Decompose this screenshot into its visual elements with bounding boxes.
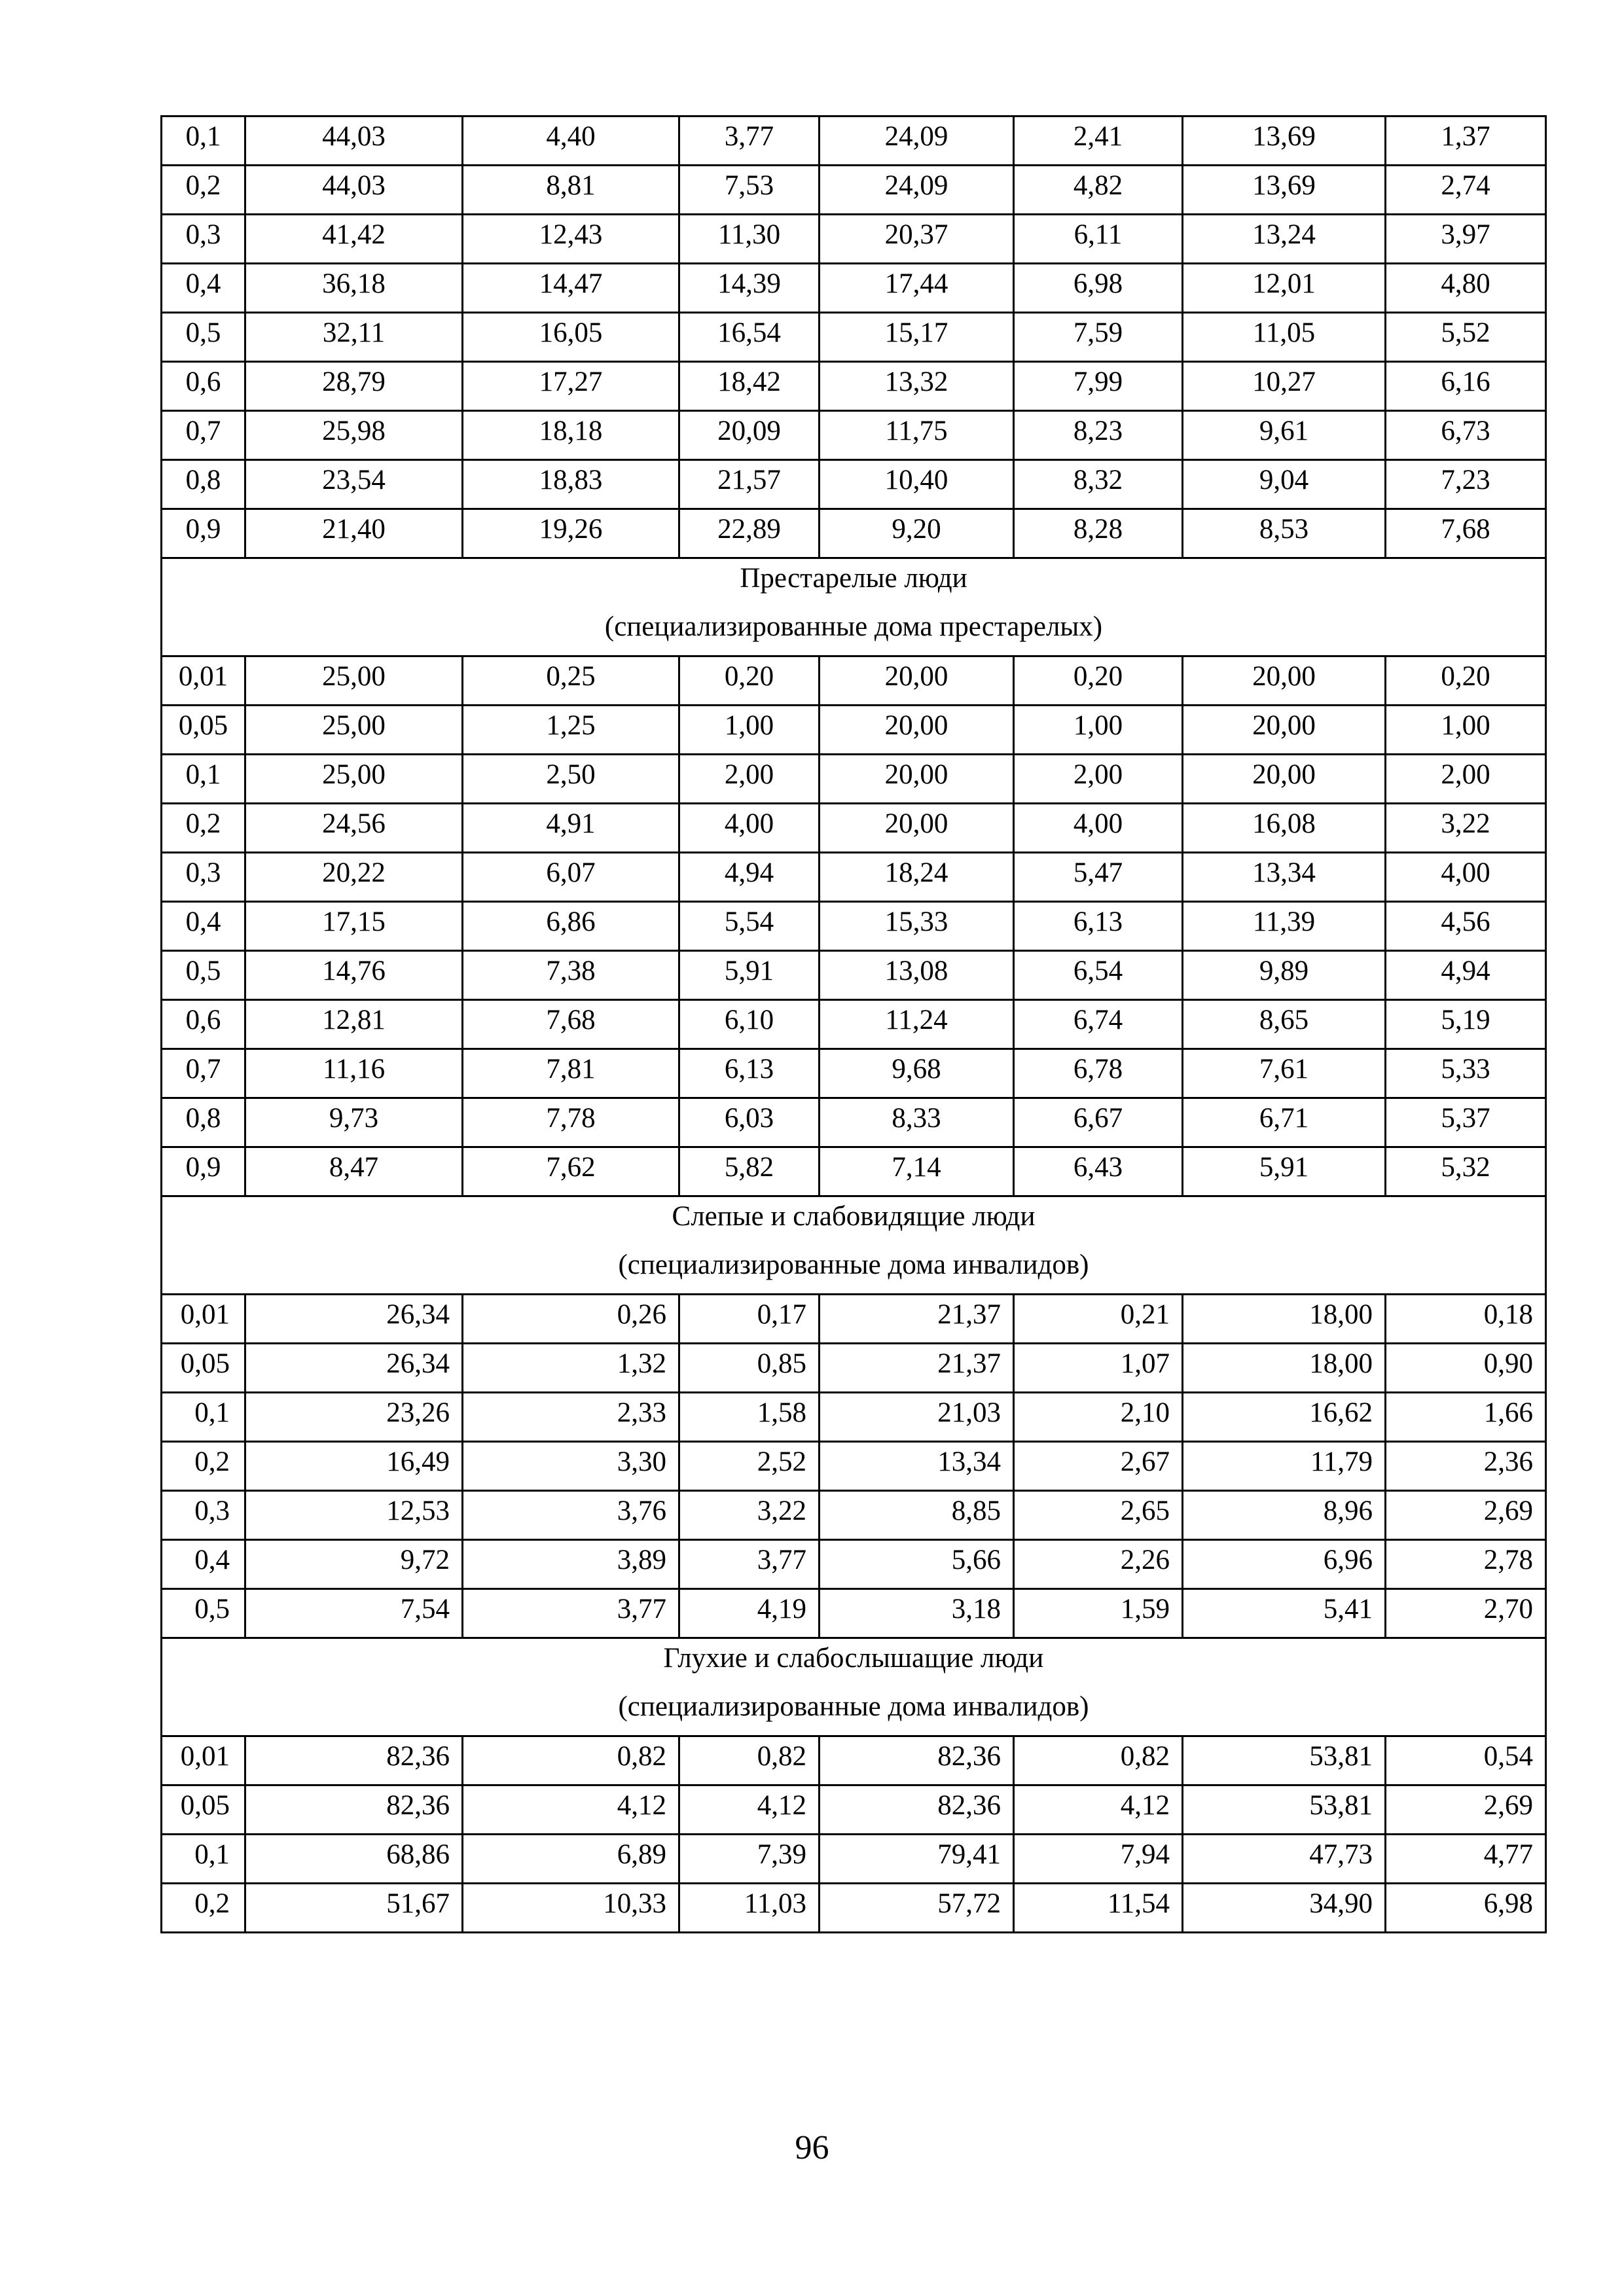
table-cell: 82,36 [245,1785,463,1835]
row-key-cell: 0,1 [162,755,245,804]
table-cell: 3,89 [463,1540,679,1589]
table-cell: 4,00 [1014,804,1183,853]
row-key-cell: 0,1 [162,1393,245,1442]
table-cell: 2,00 [1014,755,1183,804]
table-cell: 21,37 [820,1295,1014,1344]
table-cell: 14,47 [463,264,679,313]
table-cell: 0,54 [1386,1736,1546,1785]
table-cell: 28,79 [245,362,463,411]
table-cell: 21,40 [245,509,463,558]
row-key-cell: 0,3 [162,853,245,902]
table-cell: 6,71 [1183,1098,1386,1147]
table-cell: 20,00 [1183,656,1386,706]
table-cell: 21,03 [820,1393,1014,1442]
table-cell: 25,00 [245,656,463,706]
table-cell: 3,77 [679,1540,820,1589]
table-cell: 22,89 [679,509,820,558]
row-key-cell: 0,5 [162,1589,245,1638]
table-cell: 18,18 [463,411,679,460]
table-cell: 1,32 [463,1344,679,1393]
table-cell: 68,86 [245,1835,463,1884]
table-cell: 11,24 [820,1000,1014,1049]
section-caption: Престарелые люди [162,558,1546,607]
table-cell: 18,42 [679,362,820,411]
table-cell: 7,61 [1183,1049,1386,1098]
table-cell: 9,72 [245,1540,463,1589]
row-key-cell: 0,3 [162,215,245,264]
row-key-cell: 0,2 [162,1884,245,1933]
table-cell: 82,36 [820,1785,1014,1835]
table-cell: 7,53 [679,166,820,215]
section-caption: Слепые и слабовидящие люди [162,1196,1546,1246]
section-caption-row [162,607,1546,656]
section-caption-row [162,1196,1546,1246]
table-cell: 20,22 [245,853,463,902]
table-cell: 5,32 [1386,1147,1546,1196]
table-row [162,853,1546,902]
row-key-cell: 0,1 [162,1835,245,1884]
table-cell: 2,65 [1014,1491,1183,1540]
table-cell: 8,85 [820,1491,1014,1540]
table-cell: 24,09 [820,117,1014,166]
section-caption-row [162,1638,1546,1687]
table-cell: 14,76 [245,951,463,1000]
table-cell: 20,37 [820,215,1014,264]
table-cell: 13,32 [820,362,1014,411]
table-cell: 44,03 [245,117,463,166]
table-cell: 41,42 [245,215,463,264]
table-cell: 13,34 [1183,853,1386,902]
table-cell: 6,03 [679,1098,820,1147]
table-cell: 11,75 [820,411,1014,460]
table-row [162,1884,1546,1933]
row-key-cell: 0,5 [162,313,245,362]
row-key-cell: 0,7 [162,1049,245,1098]
row-key-cell: 0,2 [162,804,245,853]
table-cell: 2,70 [1386,1589,1546,1638]
table-row [162,951,1546,1000]
section-caption-row [162,1687,1546,1736]
table-cell: 53,81 [1183,1736,1386,1785]
table-cell: 47,73 [1183,1835,1386,1884]
table-cell: 34,90 [1183,1884,1386,1933]
table-cell: 4,19 [679,1589,820,1638]
row-key-cell: 0,7 [162,411,245,460]
table-cell: 14,39 [679,264,820,313]
table-cell: 5,47 [1014,853,1183,902]
table-cell: 4,00 [1386,853,1546,902]
table-cell: 53,81 [1183,1785,1386,1835]
table-cell: 6,73 [1386,411,1546,460]
table-cell: 6,11 [1014,215,1183,264]
table-cell: 16,05 [463,313,679,362]
table-cell: 11,30 [679,215,820,264]
table-cell: 17,27 [463,362,679,411]
table-row [162,509,1546,558]
table-cell: 11,03 [679,1884,820,1933]
table-cell: 4,56 [1386,902,1546,951]
table-cell: 1,25 [463,706,679,755]
table-cell: 4,82 [1014,166,1183,215]
table-cell: 7,39 [679,1835,820,1884]
table-row [162,755,1546,804]
row-key-cell: 0,05 [162,706,245,755]
table-cell: 5,66 [820,1540,1014,1589]
table-cell: 12,01 [1183,264,1386,313]
table-cell: 5,19 [1386,1000,1546,1049]
table-cell: 9,68 [820,1049,1014,1098]
row-key-cell: 0,4 [162,902,245,951]
table-cell: 7,59 [1014,313,1183,362]
row-key-cell: 0,9 [162,509,245,558]
table-cell: 7,38 [463,951,679,1000]
table-cell: 24,09 [820,166,1014,215]
table-cell: 16,49 [245,1442,463,1491]
table-cell: 12,81 [245,1000,463,1049]
data-table [160,115,1547,1933]
table-cell: 8,65 [1183,1000,1386,1049]
table-cell: 1,59 [1014,1589,1183,1638]
table-cell: 3,30 [463,1442,679,1491]
table-cell: 0,18 [1386,1295,1546,1344]
table-cell: 9,89 [1183,951,1386,1000]
row-key-cell: 0,6 [162,1000,245,1049]
table-cell: 4,40 [463,117,679,166]
table-cell: 2,52 [679,1442,820,1491]
table-cell: 2,69 [1386,1785,1546,1835]
row-key-cell: 0,01 [162,1736,245,1785]
table-cell: 51,67 [245,1884,463,1933]
table-cell: 17,15 [245,902,463,951]
table-cell: 13,69 [1183,166,1386,215]
table-cell: 4,91 [463,804,679,853]
table-cell: 3,77 [463,1589,679,1638]
table-cell: 13,08 [820,951,1014,1000]
table-cell: 18,24 [820,853,1014,902]
table-cell: 0,20 [1386,656,1546,706]
table-row [162,1295,1546,1344]
table-cell: 7,94 [1014,1835,1183,1884]
table-cell: 2,00 [679,755,820,804]
table-cell: 0,21 [1014,1295,1183,1344]
table-cell: 1,37 [1386,117,1546,166]
table-cell: 4,00 [679,804,820,853]
table-row [162,1049,1546,1098]
table-cell: 11,39 [1183,902,1386,951]
table-cell: 13,34 [820,1442,1014,1491]
table-cell: 13,69 [1183,117,1386,166]
table-row [162,117,1546,166]
table-cell: 21,37 [820,1344,1014,1393]
row-key-cell: 0,2 [162,1442,245,1491]
table-cell: 9,73 [245,1098,463,1147]
table-row [162,215,1546,264]
table-cell: 2,36 [1386,1442,1546,1491]
table-cell: 1,66 [1386,1393,1546,1442]
table-cell: 2,10 [1014,1393,1183,1442]
table-cell: 9,04 [1183,460,1386,509]
table-cell: 2,50 [463,755,679,804]
table-cell: 7,78 [463,1098,679,1147]
table-cell: 26,34 [245,1344,463,1393]
table-cell: 82,36 [820,1736,1014,1785]
table-cell: 9,20 [820,509,1014,558]
table-cell: 79,41 [820,1835,1014,1884]
table-cell: 25,00 [245,755,463,804]
table-cell: 6,13 [679,1049,820,1098]
row-key-cell: 0,2 [162,166,245,215]
table-cell: 11,05 [1183,313,1386,362]
table-cell: 15,33 [820,902,1014,951]
table-cell: 6,67 [1014,1098,1183,1147]
row-key-cell: 0,4 [162,264,245,313]
table-cell: 3,77 [679,117,820,166]
table-cell: 8,47 [245,1147,463,1196]
table-cell: 6,54 [1014,951,1183,1000]
row-key-cell: 0,1 [162,117,245,166]
row-key-cell: 0,01 [162,1295,245,1344]
table-cell: 0,20 [1014,656,1183,706]
section-caption: (специализированные дома инвалидов) [162,1246,1546,1295]
table-row [162,1147,1546,1196]
table-cell: 3,22 [1386,804,1546,853]
table-cell: 20,00 [1183,706,1386,755]
table-cell: 20,09 [679,411,820,460]
table-cell: 0,90 [1386,1344,1546,1393]
table-cell: 11,54 [1014,1884,1183,1933]
table-cell: 6,16 [1386,362,1546,411]
table-cell: 7,54 [245,1589,463,1638]
table-cell: 0,82 [1014,1736,1183,1785]
table-cell: 7,99 [1014,362,1183,411]
table-cell: 3,97 [1386,215,1546,264]
table-cell: 7,68 [1386,509,1546,558]
table-cell: 7,81 [463,1049,679,1098]
table-cell: 26,34 [245,1295,463,1344]
table-row [162,1000,1546,1049]
table-cell: 1,58 [679,1393,820,1442]
row-key-cell: 0,01 [162,656,245,706]
table-cell: 8,32 [1014,460,1183,509]
table-cell: 32,11 [245,313,463,362]
table-cell: 18,00 [1183,1344,1386,1393]
table-row [162,166,1546,215]
table-cell: 25,98 [245,411,463,460]
table-cell: 5,37 [1386,1098,1546,1147]
table-row [162,1540,1546,1589]
table-cell: 5,91 [679,951,820,1000]
table-cell: 18,83 [463,460,679,509]
table-row [162,1393,1546,1442]
table-cell: 0,17 [679,1295,820,1344]
table-cell: 4,80 [1386,264,1546,313]
table-row [162,1835,1546,1884]
table-cell: 8,81 [463,166,679,215]
table-cell: 10,40 [820,460,1014,509]
table-cell: 19,26 [463,509,679,558]
table-cell: 15,17 [820,313,1014,362]
row-key-cell: 0,9 [162,1147,245,1196]
table-cell: 21,57 [679,460,820,509]
table-cell: 10,27 [1183,362,1386,411]
table-cell: 25,00 [245,706,463,755]
table-cell: 6,07 [463,853,679,902]
table-cell: 6,10 [679,1000,820,1049]
table-cell: 11,79 [1183,1442,1386,1491]
table-cell: 82,36 [245,1736,463,1785]
row-key-cell: 0,05 [162,1785,245,1835]
table-cell: 3,22 [679,1491,820,1540]
table-cell: 36,18 [245,264,463,313]
table-cell: 6,74 [1014,1000,1183,1049]
table-row [162,264,1546,313]
row-key-cell: 0,8 [162,460,245,509]
row-key-cell: 0,05 [162,1344,245,1393]
table-cell: 20,00 [820,755,1014,804]
table-row [162,1589,1546,1638]
table-cell: 10,33 [463,1884,679,1933]
table-cell: 16,54 [679,313,820,362]
page-number: 96 [795,2129,829,2166]
table-cell: 6,13 [1014,902,1183,951]
table-row [162,656,1546,706]
table-cell: 3,18 [820,1589,1014,1638]
table-cell: 2,41 [1014,117,1183,166]
section-caption: (специализированные дома инвалидов) [162,1687,1546,1736]
table-row [162,902,1546,951]
table-cell: 16,08 [1183,804,1386,853]
table-cell: 0,20 [679,656,820,706]
table-row [162,1736,1546,1785]
table-body [162,117,1546,1933]
table-cell: 2,33 [463,1393,679,1442]
table-cell: 0,82 [463,1736,679,1785]
table-cell: 2,69 [1386,1491,1546,1540]
table-cell: 20,00 [1183,755,1386,804]
table-cell: 4,12 [463,1785,679,1835]
table-cell: 7,23 [1386,460,1546,509]
table-cell: 18,00 [1183,1295,1386,1344]
table-cell: 11,16 [245,1049,463,1098]
table-cell: 20,00 [820,656,1014,706]
table-cell: 8,23 [1014,411,1183,460]
table-cell: 4,77 [1386,1835,1546,1884]
table-cell: 1,00 [679,706,820,755]
table-cell: 2,00 [1386,755,1546,804]
row-key-cell: 0,8 [162,1098,245,1147]
table-cell: 23,26 [245,1393,463,1442]
table-cell: 5,52 [1386,313,1546,362]
table-cell: 8,28 [1014,509,1183,558]
table-cell: 7,14 [820,1147,1014,1196]
table-cell: 17,44 [820,264,1014,313]
table-cell: 16,62 [1183,1393,1386,1442]
table-cell: 1,07 [1014,1344,1183,1393]
section-caption: Глухие и слабослышащие люди [162,1638,1546,1687]
table-row [162,1098,1546,1147]
table-row [162,313,1546,362]
table-cell: 44,03 [245,166,463,215]
table-cell: 2,74 [1386,166,1546,215]
table-cell: 6,78 [1014,1049,1183,1098]
table-cell: 1,00 [1014,706,1183,755]
table-cell: 2,78 [1386,1540,1546,1589]
table-cell: 0,82 [679,1736,820,1785]
table-row [162,460,1546,509]
table-cell: 3,76 [463,1491,679,1540]
section-caption-row [162,558,1546,607]
row-key-cell: 0,5 [162,951,245,1000]
table-cell: 23,54 [245,460,463,509]
table-cell: 8,96 [1183,1491,1386,1540]
table-cell: 13,24 [1183,215,1386,264]
table-cell: 0,25 [463,656,679,706]
table-row [162,362,1546,411]
table-cell: 8,53 [1183,509,1386,558]
table-cell: 4,12 [679,1785,820,1835]
table-cell: 20,00 [820,804,1014,853]
table-cell: 2,26 [1014,1540,1183,1589]
section-caption-row [162,1246,1546,1295]
table-cell: 5,91 [1183,1147,1386,1196]
table-cell: 6,96 [1183,1540,1386,1589]
table-cell: 6,43 [1014,1147,1183,1196]
row-key-cell: 0,3 [162,1491,245,1540]
table-cell: 4,94 [1386,951,1546,1000]
row-key-cell: 0,6 [162,362,245,411]
table-cell: 6,98 [1014,264,1183,313]
table-row [162,411,1546,460]
table-cell: 5,33 [1386,1049,1546,1098]
table-row [162,1785,1546,1835]
table-cell: 24,56 [245,804,463,853]
table-cell: 0,85 [679,1344,820,1393]
table-row [162,1442,1546,1491]
table-cell: 6,98 [1386,1884,1546,1933]
table-row [162,804,1546,853]
table-cell: 7,68 [463,1000,679,1049]
table-row [162,1491,1546,1540]
table-cell: 57,72 [820,1884,1014,1933]
table-cell: 1,00 [1386,706,1546,755]
table-cell: 4,94 [679,853,820,902]
table-row [162,1344,1546,1393]
table-cell: 5,41 [1183,1589,1386,1638]
table-cell: 5,82 [679,1147,820,1196]
row-key-cell: 0,4 [162,1540,245,1589]
table-cell: 4,12 [1014,1785,1183,1835]
section-caption: (специализированные дома престарелых) [162,607,1546,656]
table-row [162,706,1546,755]
table-cell: 2,67 [1014,1442,1183,1491]
table-cell: 0,26 [463,1295,679,1344]
table-cell: 20,00 [820,706,1014,755]
table-cell: 6,89 [463,1835,679,1884]
table-cell: 12,53 [245,1491,463,1540]
table-cell: 6,86 [463,902,679,951]
table-cell: 7,62 [463,1147,679,1196]
table-cell: 12,43 [463,215,679,264]
table-cell: 8,33 [820,1098,1014,1147]
table-cell: 9,61 [1183,411,1386,460]
table-cell: 5,54 [679,902,820,951]
